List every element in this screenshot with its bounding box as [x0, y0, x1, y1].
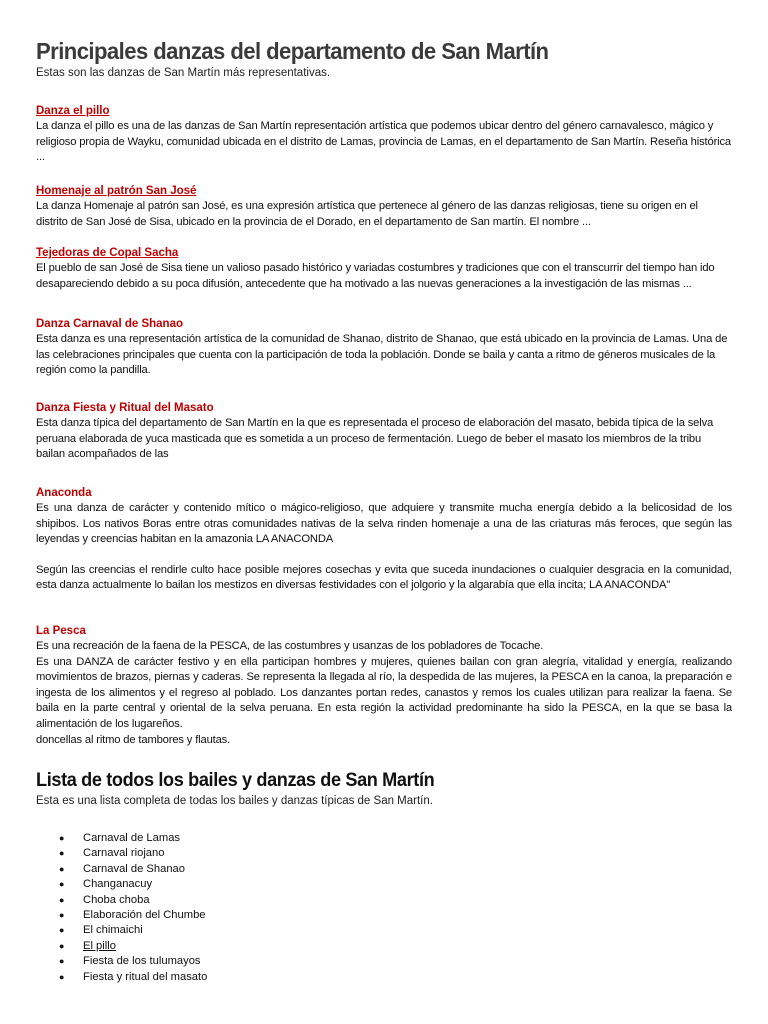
- list-item-label: Carnaval de Shanao: [83, 862, 186, 875]
- section-paragraph: doncellas al ritmo de tambores y flautas.: [36, 733, 231, 746]
- bullet-icon: ●: [59, 940, 65, 951]
- bullet-icon: ●: [59, 879, 65, 890]
- section-danza-el-pillo: [36, 101, 732, 166]
- list-item-link-el-pillo[interactable]: El pillo: [83, 939, 116, 952]
- section-anaconda: [36, 483, 732, 594]
- list-item-label: Carnaval de Lamas: [83, 832, 181, 844]
- list-item-label: Changanacuy: [83, 878, 153, 891]
- bullet-icon: ●: [59, 848, 65, 859]
- list-item-label: Fiesta y ritual del masato: [83, 970, 208, 983]
- bullet-icon: ●: [59, 971, 65, 982]
- section-heading: Anaconda: [36, 487, 92, 499]
- bullet-icon: ●: [59, 910, 65, 921]
- bullet-icon: ●: [59, 956, 65, 967]
- page-intro: Estas son las danzas de San Martín más representativas.: [36, 67, 331, 79]
- section-heading-link[interactable]: Tejedoras de Copal Sacha: [36, 247, 179, 259]
- section-heading-link[interactable]: Homenaje al patrón San José: [36, 185, 197, 197]
- section-paragraph: Esta danza es una representación artística de la comunidad de Shanao, distrito de Shanao, que está ubicado en la provincia de Lamas. Una de las celebraciones principales que cuenta con la participación de toda la población. Donde se baila y canta a ritmo de géneros musicales de la región como la pandilla.: [36, 333, 728, 377]
- list-item: [36, 923, 732, 938]
- list-item-label: Fiesta de los tulumayos: [83, 955, 201, 968]
- section-heading: Danza Fiesta y Ritual del Masato: [36, 402, 214, 414]
- section-paragraph: Según las creencias el rendirle culto hace posible mejores cosechas y evita que suceda inundaciones o cualquier desgracia en la comunidad, esta danza actualmente lo bailan los mestizos en diversas festividades con el jolgorio y la algarabía que ella incita; LA ANACONDA": [36, 563, 732, 592]
- bullet-icon: ●: [59, 863, 65, 874]
- section-heading: La Pesca: [36, 625, 86, 637]
- list-item: [36, 908, 732, 923]
- section-homenaje-san-jose: [36, 181, 732, 230]
- list-item: [36, 862, 732, 877]
- dance-list: [36, 831, 732, 985]
- section-paragraph: La danza Homenaje al patrón san José, es una expresión artística que pertenece al género de las danzas religiosas, tiene su origen en el distrito de San José de Sisa, ubicado en la provincia de el Dorado, en el departamento de San martín. El nombre ...: [36, 200, 698, 228]
- list-item: [36, 877, 732, 892]
- document-page: [36, 36, 732, 983]
- section-heading-link[interactable]: Danza el pillo: [36, 105, 110, 117]
- list-item: [36, 831, 732, 846]
- section-tejedoras-copal-sacha: [36, 243, 732, 292]
- list-item: [36, 970, 732, 985]
- section-paragraph: Es una recreación de la faena de la PESCA, de las costumbres y usanzas de los pobladores de Tocache.: [36, 640, 544, 652]
- bullet-icon: ●: [59, 894, 65, 905]
- section-la-pesca: [36, 621, 732, 748]
- section-paragraph: La danza el pillo es una de las danzas de San Martín representación artística que podemos ubicar dentro del género carnavalesco, mágico y religioso propia de Wayku, comunidad ubicada en el distrito de Lamas, provincia de Lamas, en el departamento de San Martín. Reseña histórica ...: [36, 120, 731, 164]
- page-title: Principales danzas del departamento de San Martín: [36, 38, 549, 64]
- list-section-title: Lista de todos los bailes y danzas de San Martín: [36, 769, 435, 791]
- list-item: [36, 954, 732, 969]
- list-item-label: Choba choba: [83, 893, 150, 906]
- bullet-icon: ●: [59, 925, 65, 936]
- section-paragraph: Es una danza de carácter y contenido mítico o mágico-religioso, que adquiere y transmite mucha energía debido a la belicosidad de los shipibos. Los nativos Boras entre otras comunidades nativas de la selva rinden homenaje a una de las criaturas más feroces, que según las leyendas y creencias habitan en la amazonia LA ANACONDA: [36, 502, 732, 546]
- list-item-label: Carnaval riojano: [83, 847, 165, 860]
- list-section-intro: Esta es una lista completa de todas los bailes y danzas típicas de San Martín.: [36, 795, 433, 807]
- list-section: [36, 768, 732, 985]
- section-paragraph: El pueblo de san José de Sisa tiene un valioso pasado histórico y variadas costumbres y tradiciones que con el transcurrir del tiempo han ido desapareciendo debido a su poca difusión, antecedente que ha motivado a las nuevas generaciones a la investigación de las mismas ...: [36, 262, 715, 290]
- section-paragraph: Esta danza típica del departamento de San Martín en la que es representada el proceso de elaboración del masato, bebida típica de la selva peruana elaborada de yuca masticada que es sometida a un proceso de fermentación. Luego de beber el masato los miembros de la tribu bailan acompañados de las: [36, 417, 714, 461]
- section-paragraph: Es una DANZA de carácter festivo y en ella participan hombres y mujeres, quienes bailan con gran alegría, vitalidad y energía, realizando movimientos de brazos, piernas y caderas. Se representa la llegada al río, la despedida de las mujeres, la PESCA en la canoa, la preparación e ingesta de los alimentos y el regreso al poblado. Los danzantes portan redes, canastos y remos los cuales utilizan para realizar la faena. Se baila en la parte central y oriental de la selva peruana. En esta región la actividad predominante ha sido la PESCA, en la que se basa la alimentación de los lugareños.: [36, 655, 732, 730]
- section-heading: Danza Carnaval de Shanao: [36, 318, 183, 330]
- section-carnaval-shanao: [36, 314, 732, 379]
- list-item: [36, 893, 732, 908]
- list-item: [36, 846, 732, 861]
- list-item-label: El chimaichi: [83, 924, 143, 937]
- list-item: [36, 939, 732, 954]
- section-ritual-masato: [36, 398, 732, 463]
- list-item-label: Elaboración del Chumbe: [83, 909, 206, 922]
- bullet-icon: ●: [59, 833, 65, 843]
